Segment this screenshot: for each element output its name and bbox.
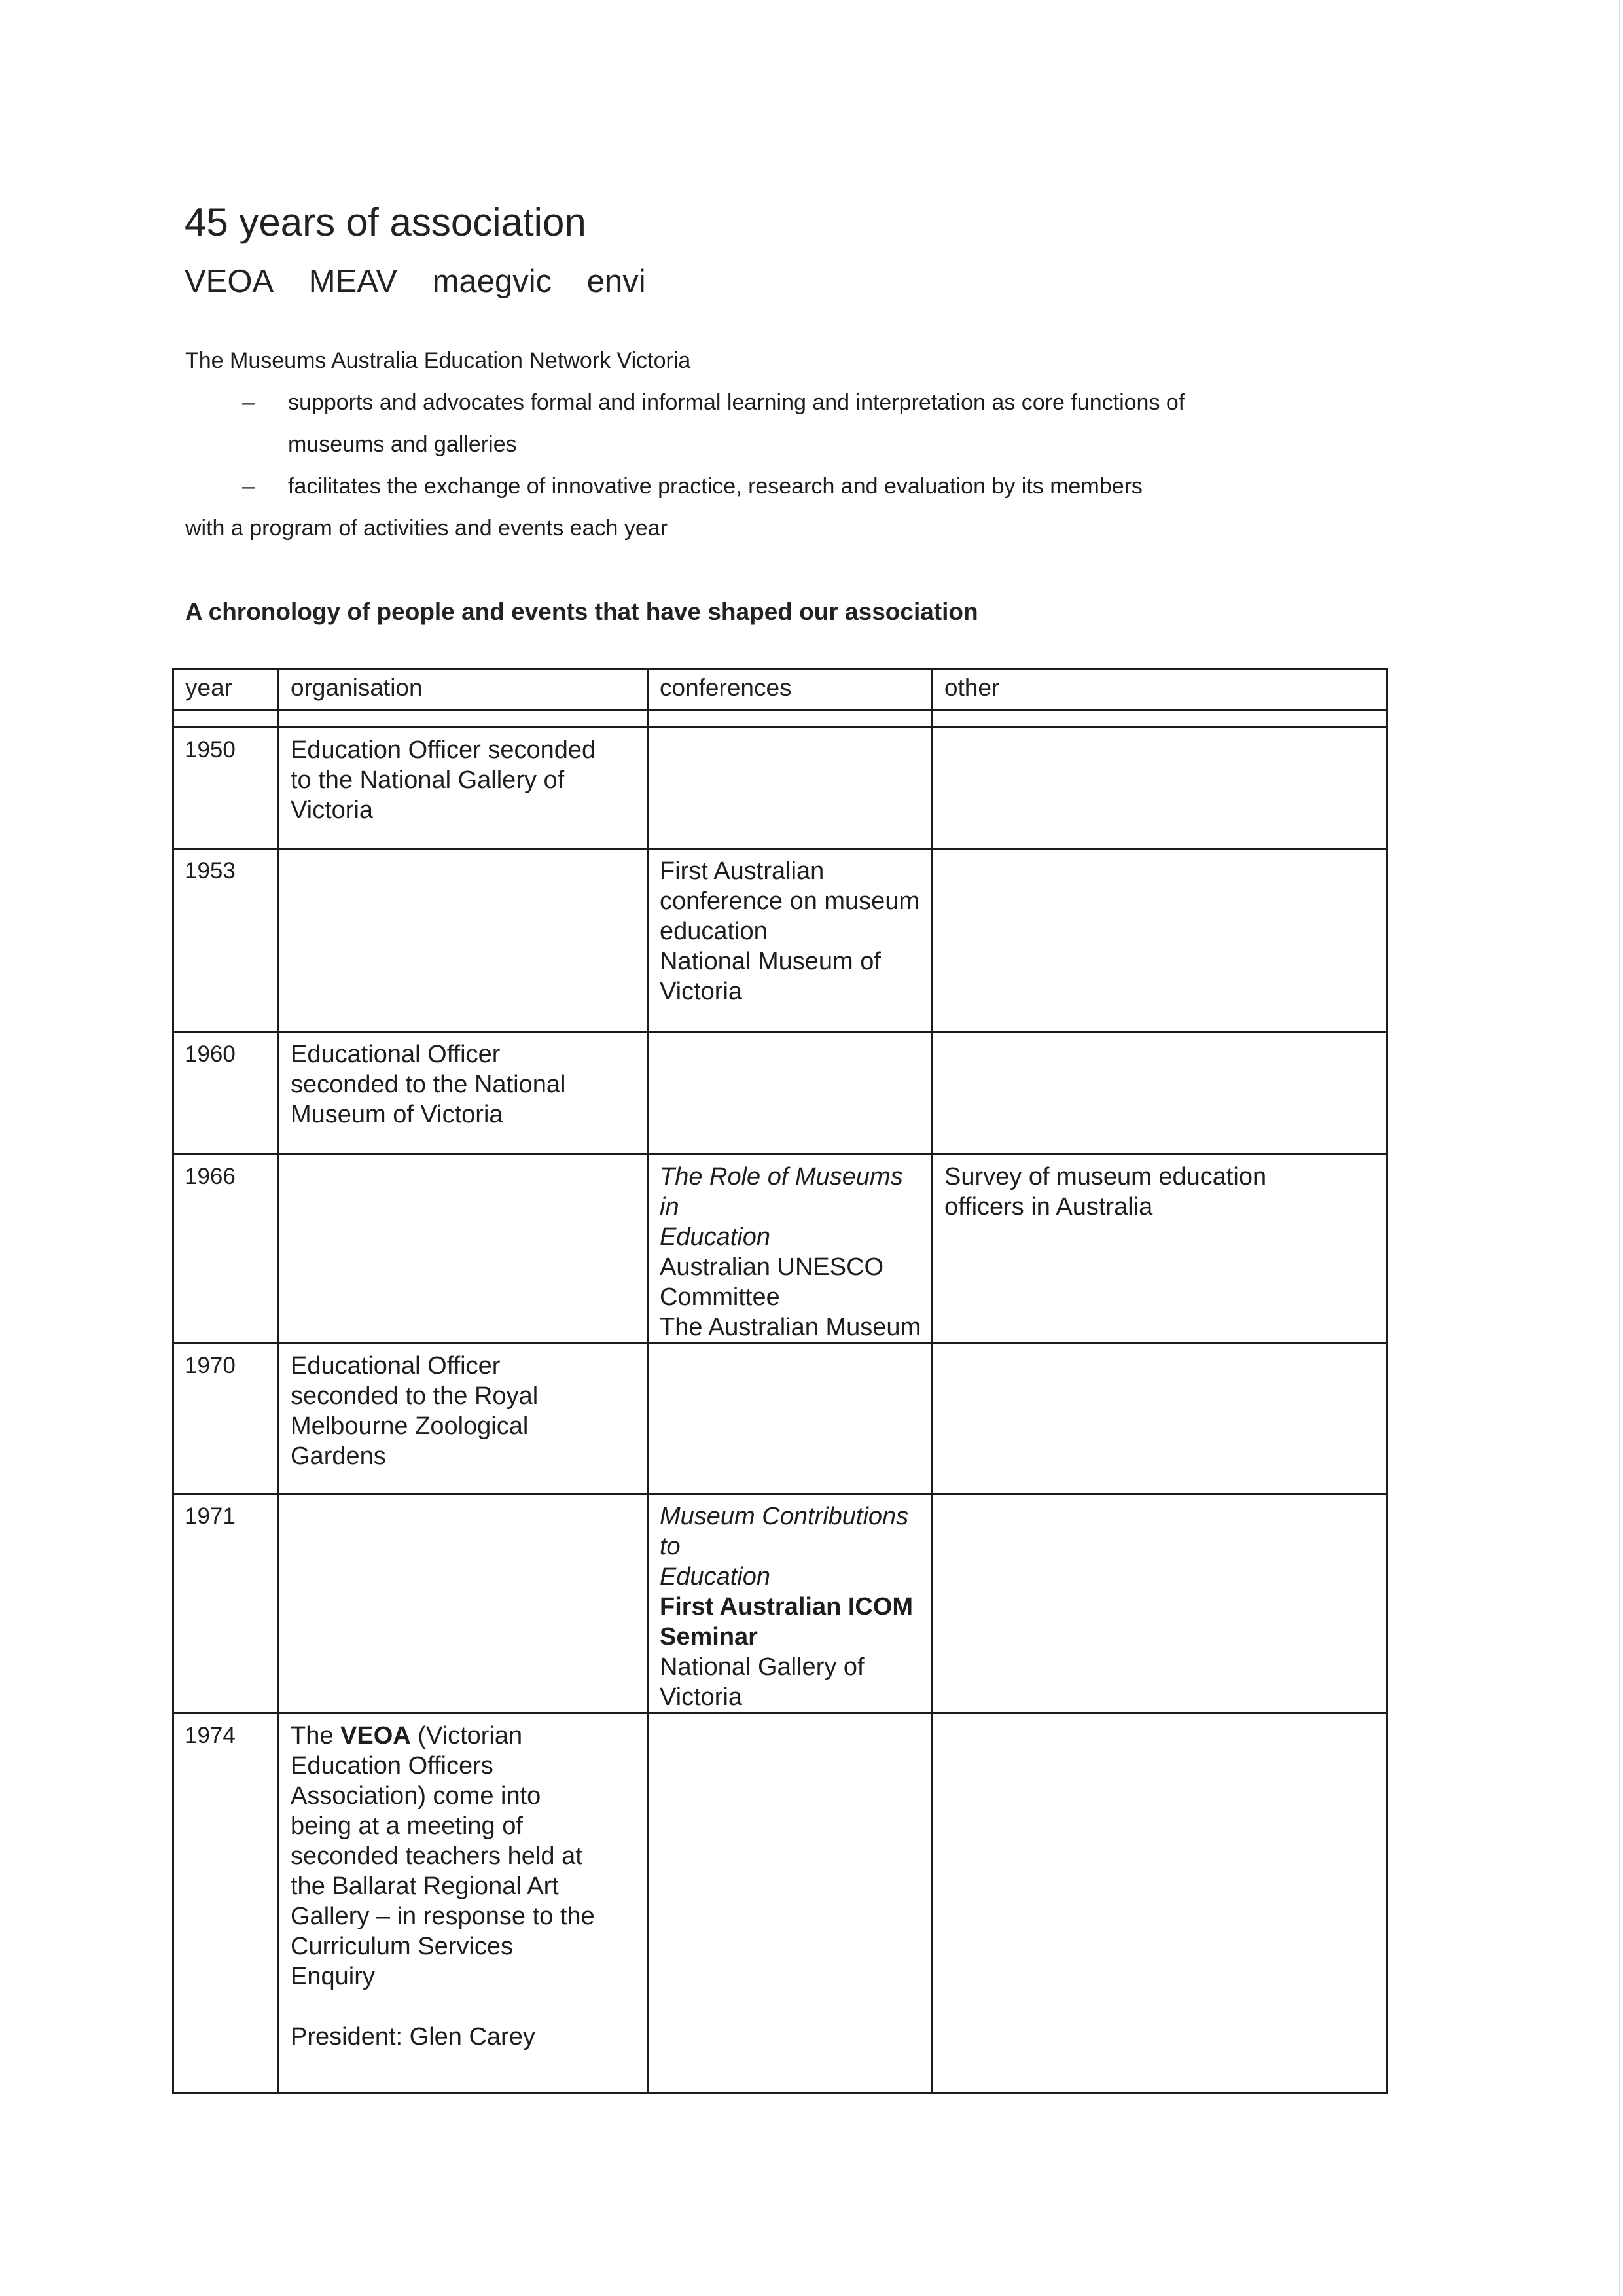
other-text — [933, 1495, 1386, 1501]
cell-line — [291, 1962, 637, 1992]
association-names — [185, 262, 672, 301]
cell-line — [291, 1351, 637, 1381]
dash-bullet-icon: – — [242, 474, 255, 499]
text-run: National Gallery of — [660, 1653, 865, 1681]
text-run: The Australian Museum — [660, 1314, 921, 1341]
table-row — [173, 1344, 1387, 1494]
other-text — [933, 1344, 1386, 1351]
association-name: MEAV — [308, 264, 398, 299]
cell-organisation — [279, 849, 648, 1032]
cell-line — [660, 1282, 922, 1312]
text-run: Education Officers — [291, 1752, 493, 1780]
other-text — [933, 1033, 1386, 1039]
table-row — [173, 1032, 1387, 1155]
cell-line — [660, 1652, 922, 1682]
cell-line — [291, 765, 637, 795]
text-run: Museum of Victoria — [291, 1101, 503, 1128]
year-value: 1960 — [185, 1041, 236, 1067]
text-run: Gallery – in response to the — [291, 1903, 595, 1930]
section-heading: A chronology of people and events that have shaped our association — [185, 598, 978, 625]
year-text — [174, 850, 277, 886]
cell-line — [291, 1381, 637, 1411]
cell-line — [660, 1682, 922, 1712]
text-run: Curriculum Services — [291, 1933, 513, 1960]
text-run: Australian UNESCO — [660, 1253, 884, 1281]
text-run: seconded to the National — [291, 1071, 566, 1098]
text-run: Committee — [660, 1283, 780, 1311]
conferences-text — [649, 1033, 931, 1039]
text-run: Survey of museum education — [944, 1163, 1267, 1191]
column-header-conferences: conferences — [648, 669, 933, 710]
conferences-text — [649, 1344, 931, 1351]
cell-line — [660, 1222, 922, 1252]
cell-line — [291, 735, 637, 765]
scan-edge-line — [1619, 0, 1620, 2296]
column-header-other: other — [933, 669, 1387, 710]
text-run: Gardens — [291, 1443, 386, 1470]
table-row — [173, 1155, 1387, 1344]
conferences-text — [649, 1495, 931, 1712]
other-text — [933, 850, 1386, 856]
cell-line — [660, 916, 922, 946]
text-run: First Australian — [660, 857, 825, 885]
text-run: President: Glen Carey — [291, 2023, 535, 2051]
cell-line — [944, 1192, 1377, 1222]
text-run: conference on museum — [660, 888, 920, 915]
text-run: Victoria — [660, 978, 743, 1005]
cell-line — [660, 946, 922, 977]
conferences-text — [649, 850, 931, 1007]
cell-other — [933, 1155, 1387, 1344]
text-run: Association) come into — [291, 1782, 541, 1810]
cell-other — [933, 1494, 1387, 1713]
text-run: seconded to the Royal — [291, 1382, 539, 1410]
cell-line — [660, 886, 922, 916]
cell-year — [173, 1713, 279, 2093]
cell-other — [933, 1344, 1387, 1494]
year-text — [174, 728, 277, 765]
intro-closing: with a program of activities and events each year — [185, 516, 668, 541]
intro-bullet — [185, 465, 1429, 507]
text-run: Education — [660, 1223, 771, 1251]
association-name: VEOA — [185, 264, 274, 299]
column-header-organisation: organisation — [279, 669, 648, 710]
table-header-row — [173, 669, 1387, 710]
text-run: Educational Officer — [291, 1352, 501, 1380]
conferences-text — [649, 1155, 931, 1342]
text-run: Victoria — [291, 797, 374, 824]
text-run: National Museum of — [660, 948, 881, 975]
cell-line — [660, 1592, 922, 1622]
cell-line — [291, 1811, 637, 1841]
organisation-text — [279, 728, 647, 825]
year-value: 1966 — [185, 1164, 236, 1189]
conferences-text — [649, 728, 931, 735]
organisation-text — [279, 1033, 647, 1130]
cell-line — [291, 1411, 637, 1441]
text-run: (Victorian — [410, 1722, 523, 1749]
cell-line — [660, 1312, 922, 1342]
cell-year — [173, 849, 279, 1032]
other-text — [933, 728, 1386, 735]
cell-line — [291, 1039, 637, 1069]
cell-line — [944, 1162, 1377, 1192]
text-run: First Australian ICOM — [660, 1593, 914, 1621]
cell-line — [291, 1751, 637, 1781]
text-run: to the National Gallery of — [291, 766, 565, 794]
empty-cell — [648, 710, 933, 728]
year-value: 1950 — [185, 737, 236, 762]
cell-conferences — [648, 849, 933, 1032]
cell-line — [291, 1841, 637, 1871]
cell-line — [291, 1992, 637, 2022]
cell-line — [291, 1721, 637, 1751]
cell-line — [660, 1252, 922, 1282]
cell-line — [291, 1781, 637, 1811]
text-run: Education Officer seconded — [291, 736, 596, 764]
text-run: The Role of Museums in — [660, 1163, 903, 1221]
cell-line — [660, 856, 922, 886]
year-text — [174, 1155, 277, 1192]
cell-conferences — [648, 1032, 933, 1155]
cell-organisation — [279, 1344, 648, 1494]
text-run: seconded teachers held at — [291, 1842, 582, 1870]
cell-organisation — [279, 728, 648, 849]
year-text — [174, 1495, 277, 1532]
year-text — [174, 1344, 277, 1381]
empty-cell — [173, 710, 279, 728]
cell-other — [933, 1713, 1387, 2093]
cell-conferences — [648, 728, 933, 849]
other-text — [933, 1155, 1386, 1222]
intro-paragraph — [185, 340, 1429, 549]
cell-line — [291, 1069, 637, 1100]
cell-organisation — [279, 1713, 648, 2093]
text-run: Enquiry — [291, 1963, 375, 1990]
cell-line — [291, 2022, 637, 2052]
organisation-text — [279, 1155, 647, 1162]
cell-year — [173, 1494, 279, 1713]
year-value: 1953 — [185, 858, 236, 884]
text-run: The — [291, 1722, 341, 1749]
table-spacer-row — [173, 710, 1387, 728]
text-run: education — [660, 918, 768, 945]
dash-bullet-icon: – — [242, 390, 255, 415]
cell-year — [173, 1032, 279, 1155]
text-run: being at a meeting of — [291, 1812, 523, 1840]
year-text — [174, 1033, 277, 1069]
cell-other — [933, 728, 1387, 849]
other-text — [933, 1714, 1386, 1721]
cell-line — [660, 1162, 922, 1222]
cell-organisation — [279, 1032, 648, 1155]
intro-bullet — [185, 382, 1429, 465]
cell-line — [660, 1501, 922, 1562]
cell-organisation — [279, 1155, 648, 1344]
table-row — [173, 1494, 1387, 1713]
year-value: 1971 — [185, 1503, 236, 1529]
cell-conferences — [648, 1155, 933, 1344]
association-name: envi — [586, 264, 646, 299]
cell-line — [291, 1931, 637, 1962]
text-run: Museum Contributions to — [660, 1503, 909, 1560]
intro-lead: The Museums Australia Education Network Victoria — [185, 348, 691, 373]
cell-year — [173, 1344, 279, 1494]
cell-line — [660, 1622, 922, 1652]
bullet-text-line: facilitates the exchange of innovative practice, research and evaluation by its members — [288, 474, 1143, 499]
cell-line — [291, 1871, 637, 1901]
year-value: 1974 — [185, 1723, 236, 1748]
text-run: officers in Australia — [944, 1193, 1153, 1221]
text-run: Educational Officer — [291, 1041, 501, 1068]
organisation-text — [279, 1495, 647, 1501]
cell-conferences — [648, 1713, 933, 2093]
page-title: 45 years of association — [185, 200, 586, 244]
year-value: 1970 — [185, 1353, 236, 1378]
cell-line — [291, 1901, 637, 1931]
cell-line — [291, 795, 637, 825]
cell-line — [660, 977, 922, 1007]
cell-conferences — [648, 1494, 933, 1713]
organisation-text — [279, 1714, 647, 2052]
cell-organisation — [279, 1494, 648, 1713]
column-header-year: year — [173, 669, 279, 710]
association-name: maegvic — [432, 264, 552, 299]
table-row — [173, 1713, 1387, 2093]
empty-cell — [933, 710, 1387, 728]
cell-line — [660, 1562, 922, 1592]
text-run: VEOA — [340, 1722, 411, 1749]
cell-conferences — [648, 1344, 933, 1494]
year-text — [174, 1714, 277, 1751]
text-run: the Ballarat Regional Art — [291, 1873, 559, 1900]
cell-other — [933, 1032, 1387, 1155]
conferences-text — [649, 1714, 931, 1721]
text-run: Melbourne Zoological — [291, 1412, 529, 1440]
cell-line — [291, 1441, 637, 1471]
cell-other — [933, 849, 1387, 1032]
cell-year — [173, 728, 279, 849]
text-run: Victoria — [660, 1683, 743, 1711]
text-run: Seminar — [660, 1623, 758, 1651]
table-row — [173, 849, 1387, 1032]
chronology-table — [172, 668, 1388, 2094]
bullet-text-line: supports and advocates formal and informal learning and interpretation as core functions of — [288, 390, 1185, 415]
table-row — [173, 728, 1387, 849]
empty-cell — [279, 710, 648, 728]
cell-line — [291, 1100, 637, 1130]
cell-year — [173, 1155, 279, 1344]
organisation-text — [279, 1344, 647, 1471]
bullet-text-line: museums and galleries — [288, 432, 517, 457]
organisation-text — [279, 850, 647, 856]
text-run: Education — [660, 1563, 771, 1590]
